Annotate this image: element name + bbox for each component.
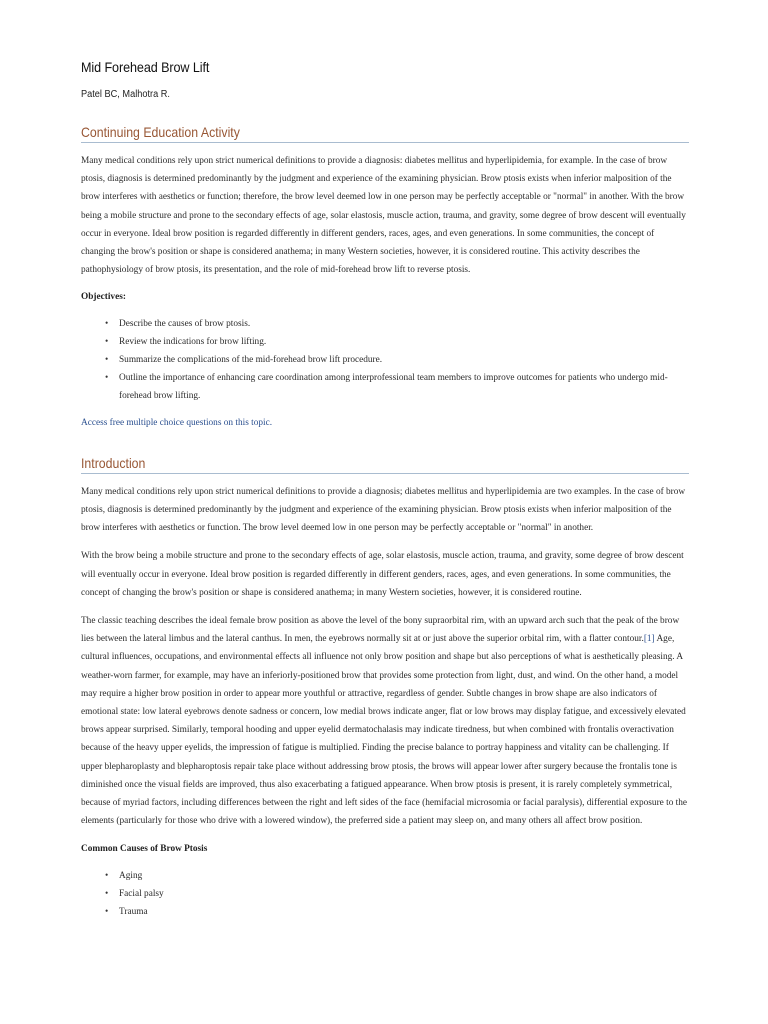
cause-item: • Trauma	[81, 903, 689, 921]
objectives-heading: Objectives:	[81, 292, 126, 303]
reference-link[interactable]: [1]	[643, 634, 655, 645]
paragraph-text: The classic teaching describes the ideal female brow position as above the level of the bony supraorbital rim, with an upward arch such that the peak of the brow lies between the lateral limbus and the lateral canthus. In men, the eyebrows normally sit at or just above the superior orbital rim, with a flatter contour.	[81, 616, 680, 645]
article-title: Mid Forehead Brow Lift	[81, 59, 210, 75]
cause-item: • Facial palsy	[81, 885, 689, 903]
introduction-paragraph-2: With the brow being a mobile structure and prone to the secondary effects of age, solar elastosis, muscle action, trauma, and gravity, some degree of brow descent will eventually occur in everyone. Ideal brow position is regarded differently in different genders, races, ages, and even generations. In some communities, the concept of changing the brow's position or shape is considered anathema; in many Western societies, however, it is considered routine.	[81, 551, 684, 598]
article-authors: Patel BC, Malhotra R.	[81, 89, 170, 100]
objectives-list	[81, 315, 689, 406]
causes-list	[81, 867, 689, 922]
section-heading-continuing-education	[81, 123, 689, 143]
objective-item: • Summarize the complications of the mid-forehead brow lift procedure.	[81, 351, 689, 369]
causes-heading: Common Causes of Brow Ptosis	[81, 843, 208, 854]
mcq-link[interactable]: Access free multiple choice questions on this topic.	[81, 417, 273, 428]
paragraph-text: Age, cultural influences, occupations, and environmental effects all influence not only brow position and shape but also perceptions of what is aesthetically pleasing. A weather-worn farmer, for example, may have an inferiorly-positioned brow that provides some protection from light, dust, and wind. On the other hand, a model may require a higher brow position in order to appear more youthful or attractive, regardless of gender. Subtle changes in brow shape are also indicators of emotional state: low lateral eyebrows denote sadness or concern, low medial brows indicate anger, flat or low brows may display fatigue, and excessively elevated brows appear surprised. Similarly, temporal hooding and upper eyelid dermatochalasis may indicate tiredness, but when combined with frontalis overactivation because of the heavy upper eyelids, the impression of fatigue is multiplied. Finding the precise balance to portray happiness and vitality can be challenging. If upper blepharoplasty and blepharoptosis repair take place without addressing brow ptosis, the brows will appear lower after surgery because the frontalis tone is diminished once the visual fields are improved, thus also exacerbating a fatigued appearance. When brow ptosis is present, it is rarely completely symmetrical, because of myriad factors, including differences between the right and left sides of the face (hemifacial microsomia or facial paralysis), differential exposure to the elements (particularly for those who drive with a lowered window), the preferred side a patient may sleep on, and many others all affect brow position.	[81, 634, 688, 827]
section-heading-text: Continuing Education Activity	[81, 124, 240, 140]
objective-item: • Review the indications for brow lifting.	[81, 333, 689, 351]
objective-item: • Describe the causes of brow ptosis.	[81, 315, 689, 333]
introduction-paragraph-1: Many medical conditions rely upon strict numerical definitions to provide a diagnosis; diabetes mellitus and hyperlipidemia are two examples. In the case of brow ptosis, diagnosis is determined predominantly by the judgment and experience of the examining physician. Brow ptosis exists when inferior malposition of the brow interferes with aesthetics or function. The brow level deemed low in one person may be perfectly acceptable or "normal" in another.	[81, 486, 686, 534]
section-heading-introduction	[81, 454, 689, 474]
continuing-education-paragraph: Many medical conditions rely upon strict numerical definitions to provide a diagnosis: diabetes mellitus and hyperlipidemia, for example. In the case of brow ptosis, diagnosis is determined predominantly by the judgment and experience of the examining physician. Brow ptosis exists when inferior malposition of the brow interferes with aesthetics or function; therefore, the brow level deemed low in one person may be perfectly acceptable or "normal" in another. With the brow being a mobile structure and prone to the secondary effects of age, solar elastosis, muscle action, trauma, and gravity, some degree of brow descent will eventually occur in everyone. Ideal brow position is regarded differently in different genders, races, ages, and even generations. In some communities, the concept of changing the brow's position or shape is considered anathema; in many Western societies, however, it is considered routine. This activity describes the pathophysiology of brow ptosis, its presentation, and the role of mid-forehead brow lift to reverse ptosis.	[81, 156, 686, 276]
section-heading-text: Introduction	[81, 454, 146, 471]
article-page	[81, 58, 689, 921]
objective-item: • Outline the importance of enhancing care coordination among interprofessional team members to improve outcomes for patients who undergo mid-forehead brow lifting.	[81, 369, 689, 405]
cause-item: • Aging	[81, 867, 689, 885]
introduction-paragraph-3	[81, 612, 689, 830]
